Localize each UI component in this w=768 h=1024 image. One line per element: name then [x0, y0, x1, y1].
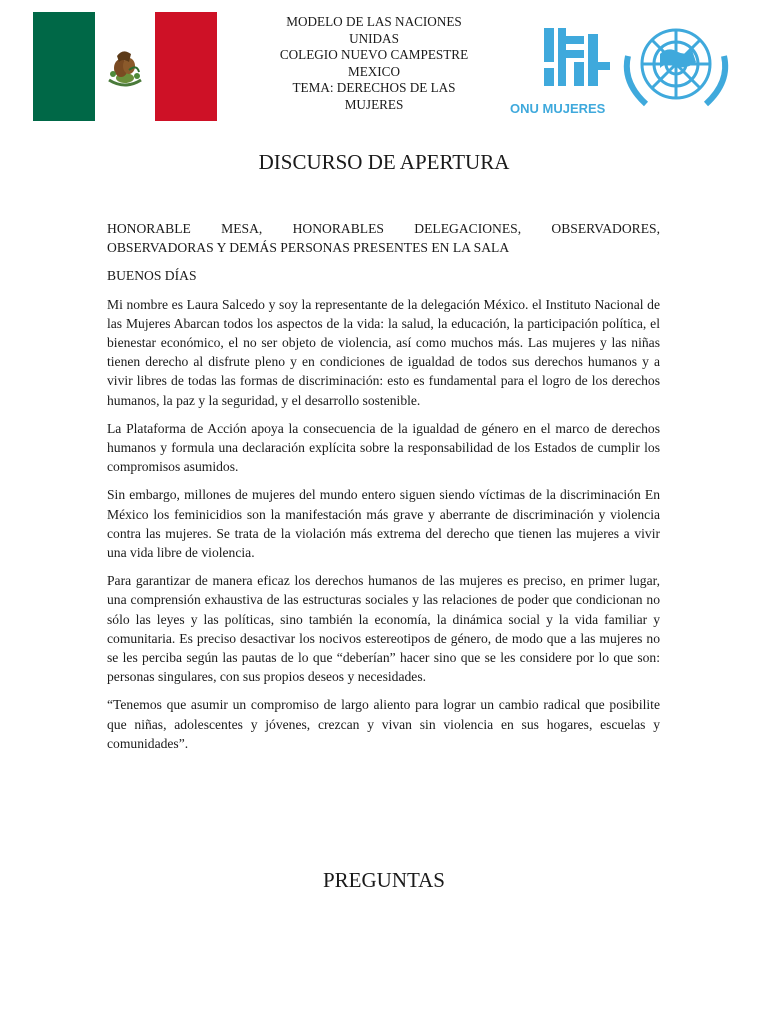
un-emblem-icon	[616, 12, 736, 116]
header-line: TEMA: DERECHOS DE LAS	[292, 80, 456, 95]
un-women-logo	[508, 12, 738, 122]
header-line: COLEGIO NUEVO CAMPESTRE	[279, 47, 469, 62]
speech-body	[107, 219, 660, 762]
questions-title: PREGUNTAS	[322, 868, 445, 892]
paragraph: “Tenemos que asumir un compromiso de largo aliento para lograr un cambio radical que posibilite que niñas, adolescentes y jóvenes, crezcan y vivan sin violencia en sus hogares, escuelas y comunidades”.	[107, 697, 660, 751]
header-text	[262, 14, 486, 113]
page-title: DISCURSO DE APERTURA	[258, 150, 510, 174]
paragraph: Para garantizar de manera eficaz los derechos humanos de las mujeres es preciso, en primer lugar, una comprensión exhaustiva de las estructuras sociales y las relaciones de poder que condicionan no sólo las leyes y las políticas, sino también la economía, la dinámica social y la vida familiar y comunitaria. Es preciso desactivar los nocivos estereotipos de género, de modo que a las mujeres no se les perciba según las pautas de lo que “deberían” hacer sino que se les considere por lo que son: personas singulares, con sus propios deseos y necesidades.	[107, 573, 660, 685]
paragraph: BUENOS DÍAS	[107, 268, 197, 284]
paragraph: La Plataforma de Acción apoya la consecuencia de la igualdad de género en el marco de derechos humanos y formula una declaración explícita sobre la responsabilidad de los Estados de cumplir los compromisos asumidos.	[107, 420, 660, 475]
flag-white-stripe	[95, 12, 155, 121]
paragraph: Sin embargo, millones de mujeres del mundo entero siguen siendo víctimas de la discriminación En México los feminicidios son la manifestación más grave y aberrante de discriminación y violencia contra las mujeres. Se trata de la violación más extrema del derecho que tienen las mujeres a vivir una vida libre de violencia.	[107, 487, 660, 561]
mexico-flag	[33, 12, 217, 121]
logo-text: ONU MUJERES	[510, 101, 606, 116]
paragraph: Mi nombre es Laura Salcedo y soy la representante de la delegación México. el Instituto Nacional de las Mujeres Abarcan todos los aspectos de la vida: la salud, la educación, la participación política, el bienestar económico, el no ser objeto de violencia, así como muchos más. Las mujeres y las niñas tienen derecho al disfrute pleno y en condiciones de igualdad de todos sus derechos humanos y a vivir libres de todas las formas de discriminación: esto es fundamental para el logro de los derechos humanos, la paz y la seguridad, y el desarrollo sostenible.	[107, 296, 660, 408]
header-line: MEXICO	[347, 63, 401, 79]
header-line: UNIDAS	[349, 30, 399, 46]
paragraph: HONORABLE MESA, HONORABLES DELEGACIONES, OBSERVADORES, OBSERVADORAS Y DEMÁS PERSONAS PRESENTES EN LA SALA	[107, 221, 660, 256]
header-line: MODELO DE LAS NACIONES	[286, 14, 462, 29]
flag-green-stripe	[33, 12, 95, 121]
header-line: MUJERES	[344, 96, 404, 112]
coat-of-arms-icon	[99, 42, 151, 94]
flag-red-stripe	[155, 12, 217, 121]
